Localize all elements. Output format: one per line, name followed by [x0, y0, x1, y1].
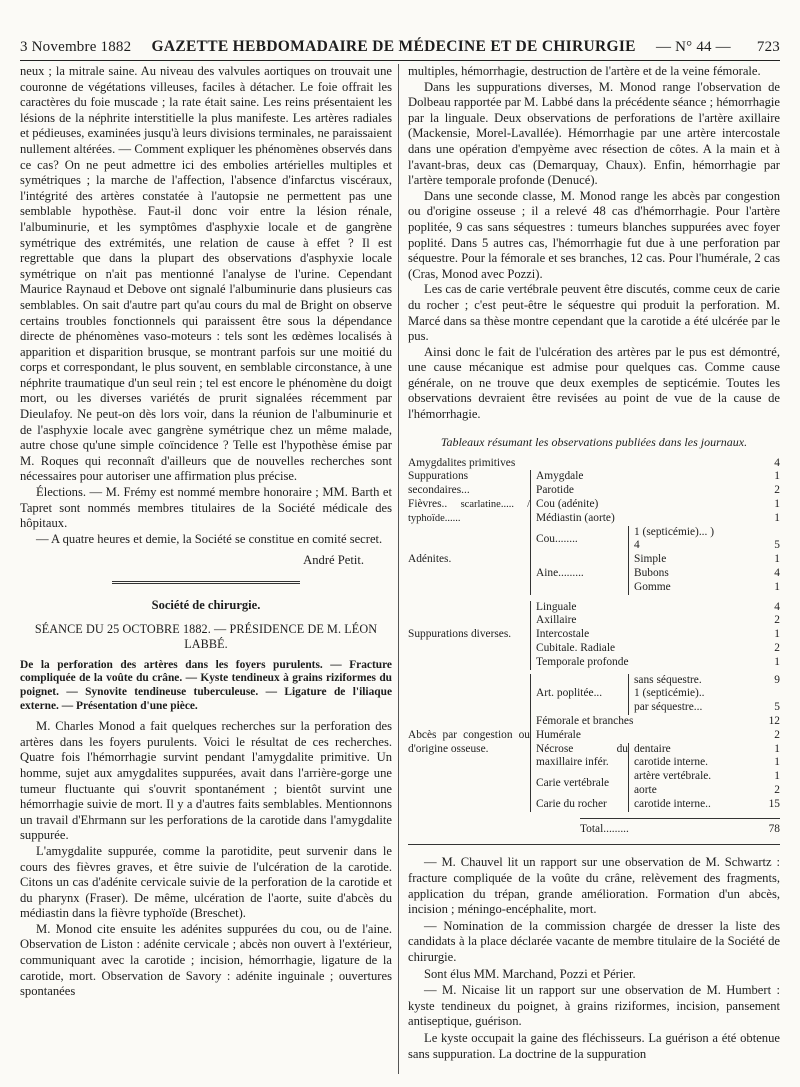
- row-label: Fémorale et branches: [536, 715, 634, 727]
- row-label: Médiastin (aorte): [536, 511, 615, 524]
- subgroup-body: [628, 798, 780, 812]
- subgroup-label: Nécrose du maxillaire infér.: [536, 742, 628, 769]
- paragraph: — Nomination de la commission chargée de dresser la liste des candidats à la place déclarée vacante de membre titulaire de la Société de chirurgie.: [408, 918, 780, 964]
- header-date: 3 Novembre 1882: [20, 39, 132, 55]
- group-suppurations-secondaires: [408, 470, 780, 498]
- subgroup-label: Carie du rocher: [536, 797, 607, 810]
- subgroup-aine: [536, 553, 780, 594]
- table-row: [536, 498, 780, 512]
- right-column: [408, 64, 780, 1063]
- subgroup-body: [628, 553, 780, 594]
- row-value: 1: [774, 470, 780, 483]
- group-body: [530, 498, 780, 526]
- table-row: [536, 628, 780, 642]
- row-value: 9: [774, 673, 780, 686]
- paragraph: Sont élus MM. Marchand, Pozzi et Périer.: [424, 966, 636, 981]
- row-value: 2: [774, 728, 780, 741]
- seance-line: SÉANCE DU 25 OCTOBRE 1882. — PRÉSIDENCE DE M. LÉON LABBÉ.: [34, 621, 378, 652]
- paragraph: L'amygdalite suppurée, comme la parotidite, peut survenir dans le cours des fièvres graves, et être suivie de l'ulcération de la carotide. Citons un cas d'adénite cervicale suivie de la perforation de la carotide et du pharynx (Fraser). De même, ulcération de l'aorte, suite d'abcès du médiastin dans la fièvre typhoïde (Breschet).: [20, 843, 392, 921]
- subgroup-label: Carie vertébrale: [536, 777, 610, 790]
- group-body: [530, 601, 780, 670]
- paragraph: — A quatre heures et demie, la Société se constitue en comité secret.: [36, 531, 383, 546]
- table-total-row: [580, 818, 780, 837]
- table-row: [536, 484, 780, 498]
- subgroup-necrose: [536, 743, 780, 771]
- row-value: 1: [774, 770, 780, 783]
- row-value: 2: [774, 783, 780, 796]
- table-caption: Tableaux résumant les observations publiées dans les journaux.: [440, 434, 748, 449]
- group-label: Suppurations diverses.: [408, 628, 512, 641]
- row-label: Parotide: [536, 484, 574, 497]
- paragraph: Ainsi donc le fait de l'ulcération des artères par le pus est démontré, une cause mécanique est admise pour quelques cas. Comme cause générale, on ne trouve que deux exemples de septicémie. Toutes les observations devraient être revisées au point de vue de la cause de l'hémorrhagie.: [408, 344, 780, 422]
- row-value: 1: [774, 742, 780, 755]
- subgroup-carie-rocher: [536, 798, 780, 812]
- summary-table: [408, 457, 780, 846]
- session-summary: De la perforation des artères dans les foyers purulents. — Fracture compliquée de la voûte du crâne. — Kyste tendineux à grains riziformes du poignet. — Synovite tendineuse tuberculeuse. — Ligature de l'iliaque externe. — Présentation d'une pièce.: [20, 658, 392, 712]
- row-value: 15: [768, 797, 780, 810]
- issue-number: — N° 44 —: [655, 39, 731, 55]
- paragraph: multiples, hémorrhagie, destruction de l'artère et de la veine fémorale.: [408, 64, 761, 78]
- row-label: Intercostale: [536, 628, 590, 641]
- row-label: sans séquestre.: [634, 673, 702, 686]
- group-body: [530, 674, 780, 812]
- row-label: carotide interne.: [634, 756, 709, 769]
- row-label: 4: [634, 539, 640, 552]
- table-row: [536, 715, 780, 729]
- table-row: [634, 687, 780, 701]
- row-label: dentaire: [634, 742, 671, 755]
- table-row: [634, 756, 780, 770]
- table-row: [408, 457, 780, 471]
- table-row: [536, 470, 780, 484]
- page-number: 723: [756, 39, 780, 55]
- left-column: [20, 64, 392, 1000]
- row-label: Cou (adénite): [536, 498, 599, 511]
- row-label: Simple: [634, 553, 667, 566]
- header-rule: [20, 60, 780, 61]
- subgroup-cou: [536, 526, 780, 554]
- row-value: 1: [774, 498, 780, 511]
- paragraph: M. Monod cite ensuite les adénites suppurées du cou, ou de l'aine. Observation de Liston : adénite cervicale ; abcès non ouvert à l'extérieur, communiquant avec la carotide ; incision, hémorrhagie, ligature de la carotide, mort. Observation de Savory : adénite inguinale ; ouvertures spontanées: [20, 921, 392, 999]
- sublabel: scarlatine.....: [460, 499, 514, 511]
- subgroup-label: Art. poplitée...: [536, 687, 603, 700]
- paragraph: neux ; la mitrale saine. Au niveau des valvules aortiques on trouvait une couronne de végétations villeuses, faciles à détacher. Le foie offrait les caractères du foie muscade ; la rate était saine. Les reins présentaient les lésions de la néphrite interstitielle la plus manifeste. Les artères radiales et pédieuses, examinées jusqu'à leurs divisions terminales, ne paraissaient nullement altérées. — Comment expliquer les phénomènes observés dans ce cas? On ne peut admettre ici des embolies artérielles multiples et symétriques ; la marche de l'affection, l'absence d'infarctus viscéraux, l'intégrité des artères constatée à l'autopsie ne permettent pas une semblable hypothèse. Faut-il donc voir entre la lésion rénale, l'albuminurie, et les symptômes d'asphyxie locale et de gangrène symétrique des extrémités, une relation de cause à effet ? Il est regrettable que dans la plupart des observations d'asphyxie locale symétrique on n'ait pas mentionné l'analyse de l'urine. Cependant Maurice Raynaud et Debove ont signalé l'albuminurie dans plusieurs cas semblables. On sait d'autre part qu'au cours du mal de Bright on observe certains troubles fonctionnels qui paraissent être sous la dépendance directe de phénomènes vaso-moteurs : tels sont les œdèmes localisés à apparition et disparition brusque, se montrant parfois sur une moitié du corps et correspondant, le plus souvent, en semblable circonstance, à une néphrite traumatique d'un seul rein ; tel est encore le phénomène du doigt mort, ou les diverses variétés de prurit signalées récemment par Dieulafoy. Ne peut-on dès lors voir, dans la réunion de l'albuminurie et de l'asphyxie locale avec gangrène symétrique chez un même malade, autre chose qu'une simple coïncidence ? Telle est l'hypothèse émise par M. Roques qui reconnaît d'ailleurs que de nouvelles recherches sont nécessaires pour autoriser une affirmation plus précise.: [20, 64, 392, 484]
- group-abces: [408, 674, 780, 812]
- row-value: 1: [774, 580, 780, 593]
- sublabel: typhoïde......: [408, 512, 461, 524]
- row-label: 1 (septicémie)..: [634, 687, 705, 700]
- paragraph: Les cas de carie vertébrale peuvent être discutés, comme ceux de carie du rocher ; c'est peut-être le séquestre qui produit la perforation. M. Marcé dans sa thèse montre cependant que la carotide a été ulcérée par le pus.: [408, 282, 780, 344]
- subgroup-label: Cou........: [536, 532, 578, 545]
- table-row: [634, 674, 780, 688]
- row-label: carotide interne..: [634, 797, 711, 810]
- table-row: [536, 656, 780, 670]
- subgroup-body: [628, 674, 780, 715]
- group-label: Adénites.: [408, 553, 452, 566]
- paragraph: — M. Chauvel lit un rapport sur une observation de M. Schwartz : fracture compliquée de la voûte du crâne, relèvement des fragments, application du trépan, grande amélioration. Formation d'un abcès, incision ; méningo-encéphalite, mort.: [408, 855, 780, 917]
- table-row: [634, 770, 780, 784]
- group-label: Abcès par congestion ou d'origine osseuse.: [408, 728, 530, 755]
- row-value: 1: [774, 511, 780, 524]
- row-value: 5: [774, 539, 780, 552]
- row-label: Temporale profonde: [536, 655, 629, 668]
- group-label: [408, 498, 530, 526]
- table-row: [536, 614, 780, 628]
- row-label: Gomme: [634, 580, 671, 593]
- subgroup-label: Aine.........: [536, 567, 584, 580]
- row-label: 1 (septicémie)... ): [634, 525, 715, 538]
- after-table-text: [408, 855, 780, 1062]
- row-value: 2: [774, 642, 780, 655]
- row-value: 4: [774, 567, 780, 580]
- table-row: [536, 729, 780, 743]
- subgroup-body: [628, 770, 780, 798]
- row-value: 1: [774, 628, 780, 641]
- row-value: 4: [774, 600, 780, 613]
- table-row: [634, 784, 780, 798]
- author-signature: André Petit.: [303, 553, 364, 568]
- table-row: [536, 642, 780, 656]
- group-body: [530, 526, 780, 595]
- row-label: Amygdalites primitives: [408, 456, 516, 469]
- table-row: [634, 539, 780, 553]
- subgroup-poplitee: [536, 674, 780, 715]
- row-label: Bubons: [634, 567, 669, 580]
- table-row: [634, 743, 780, 757]
- paragraph: — M. Nicaise lit un rapport sur une observation de M. Humbert : kyste tendineux du poignet, à grains riziformes, incision, pansement antiseptique, guérison.: [408, 983, 780, 1029]
- group-fievres: [408, 498, 780, 526]
- total-label: Total.........: [580, 822, 629, 835]
- row-label: aorte: [634, 783, 657, 796]
- table-row: [634, 701, 780, 715]
- row-value: 4: [774, 456, 780, 469]
- header-title: GAZETTE HEBDOMADAIRE DE MÉDECINE ET DE CHIRURGIE: [151, 38, 636, 55]
- table-row: [634, 567, 780, 581]
- group-body: [530, 470, 780, 498]
- paragraph: Le kyste occupait la gaine des fléchisseurs. La guérison a été obtenue sans suppuration. La doctrine de la suppuration: [408, 1030, 780, 1061]
- group-sublabels: scarlatine..... / typhoïde......: [408, 499, 530, 524]
- row-label: Amygdale: [536, 470, 584, 483]
- row-value: 1: [774, 756, 780, 769]
- table-bottom-rule: [408, 844, 780, 845]
- row-value: 1: [774, 553, 780, 566]
- subgroup-body: [628, 743, 780, 771]
- row-label: Axillaire: [536, 614, 577, 627]
- paragraph: M. Charles Monod a fait quelques recherches sur la perforation des artères dans les foyers purulents. Voici le résultat de ces recherches. Quatre fois l'hémorrhagie survint pendant l'amygdalite primitive. Un homme, sujet aux amygdalites suppurées, avait dans l'arrière-gorge une tumeur fluctuante qui s'ouvrit spontanément ; bientôt survint une hémorrhagie suivie de mort. Il y a d'autres faits semblables. Mentionnons un travail d'Ehrmann sur les perforations de la carotide dans l'amygdalite suppurée.: [20, 719, 392, 843]
- table-row: [634, 798, 780, 812]
- section-rule: [112, 581, 300, 584]
- row-value: 2: [774, 484, 780, 497]
- paragraph-elections: Élections. — M. Frémy est nommé membre honoraire ; MM. Barth et Tapret sont nommés membres titulaires de la Société médicale des hôpitaux.: [20, 485, 392, 531]
- paragraph: Dans une seconde classe, M. Monod range les abcès par congestion ou d'origine osseuse ; il a relevé 48 cas d'hémorrhagie. Pour l'artère poplitée, 9 cas sans séquestres : tumeurs blanches suppurées avec foyer poplité. Dans 5 autres cas, l'hémorrhagie fut due à une perforation par séquestre. Pour la fémorale et ses branches, 12 cas. Pour l'humérale, 2 cas (Cras, Monod avec Pozzi).: [408, 188, 780, 281]
- row-label: Humérale: [536, 728, 581, 741]
- society-title: Société de chirurgie.: [151, 598, 261, 612]
- column-divider: [398, 64, 399, 1074]
- table-row: [634, 581, 780, 595]
- subgroup-carie-vertebrale: [536, 770, 780, 798]
- row-value: 12: [768, 715, 780, 727]
- group-label-text: Fièvres..: [408, 498, 448, 511]
- row-value: 5: [774, 701, 780, 714]
- table-row: [536, 512, 780, 526]
- row-label: par séquestre...: [634, 701, 703, 714]
- total-value: 78: [768, 822, 780, 835]
- group-adenites: [408, 526, 780, 595]
- group-label: Suppurations secondaires...: [408, 470, 470, 497]
- table-row: [634, 526, 780, 540]
- page-header: [20, 38, 780, 56]
- row-label: Cubitale. Radiale: [536, 642, 616, 655]
- row-label: Linguale: [536, 600, 577, 613]
- header-right: [656, 39, 780, 56]
- subgroup-body: [628, 526, 780, 554]
- group-suppurations-diverses: [408, 601, 780, 670]
- row-label: artère vertébrale.: [634, 770, 712, 783]
- paragraph: Dans les suppurations diverses, M. Monod range l'observation de Dolbeau rapportée par M. Labbé dans la précédente séance ; hémorrhagie par la linguale. Deux observations de perforations de l'artère axillaire (Mackensie, Morel-Lavallée). Hémorrhagie par une artère intercostale dans une opération d'empyème avec résection de côtes. A la main et à l'avant-bras, deux cas (Demarquay, Chaux). Enfin, hémorrhagie par l'artère temporale profonde (Denucé).: [408, 79, 780, 188]
- table-row: [634, 553, 780, 567]
- row-value: 1: [774, 655, 780, 668]
- row-value: 2: [774, 614, 780, 627]
- table-row: [536, 601, 780, 615]
